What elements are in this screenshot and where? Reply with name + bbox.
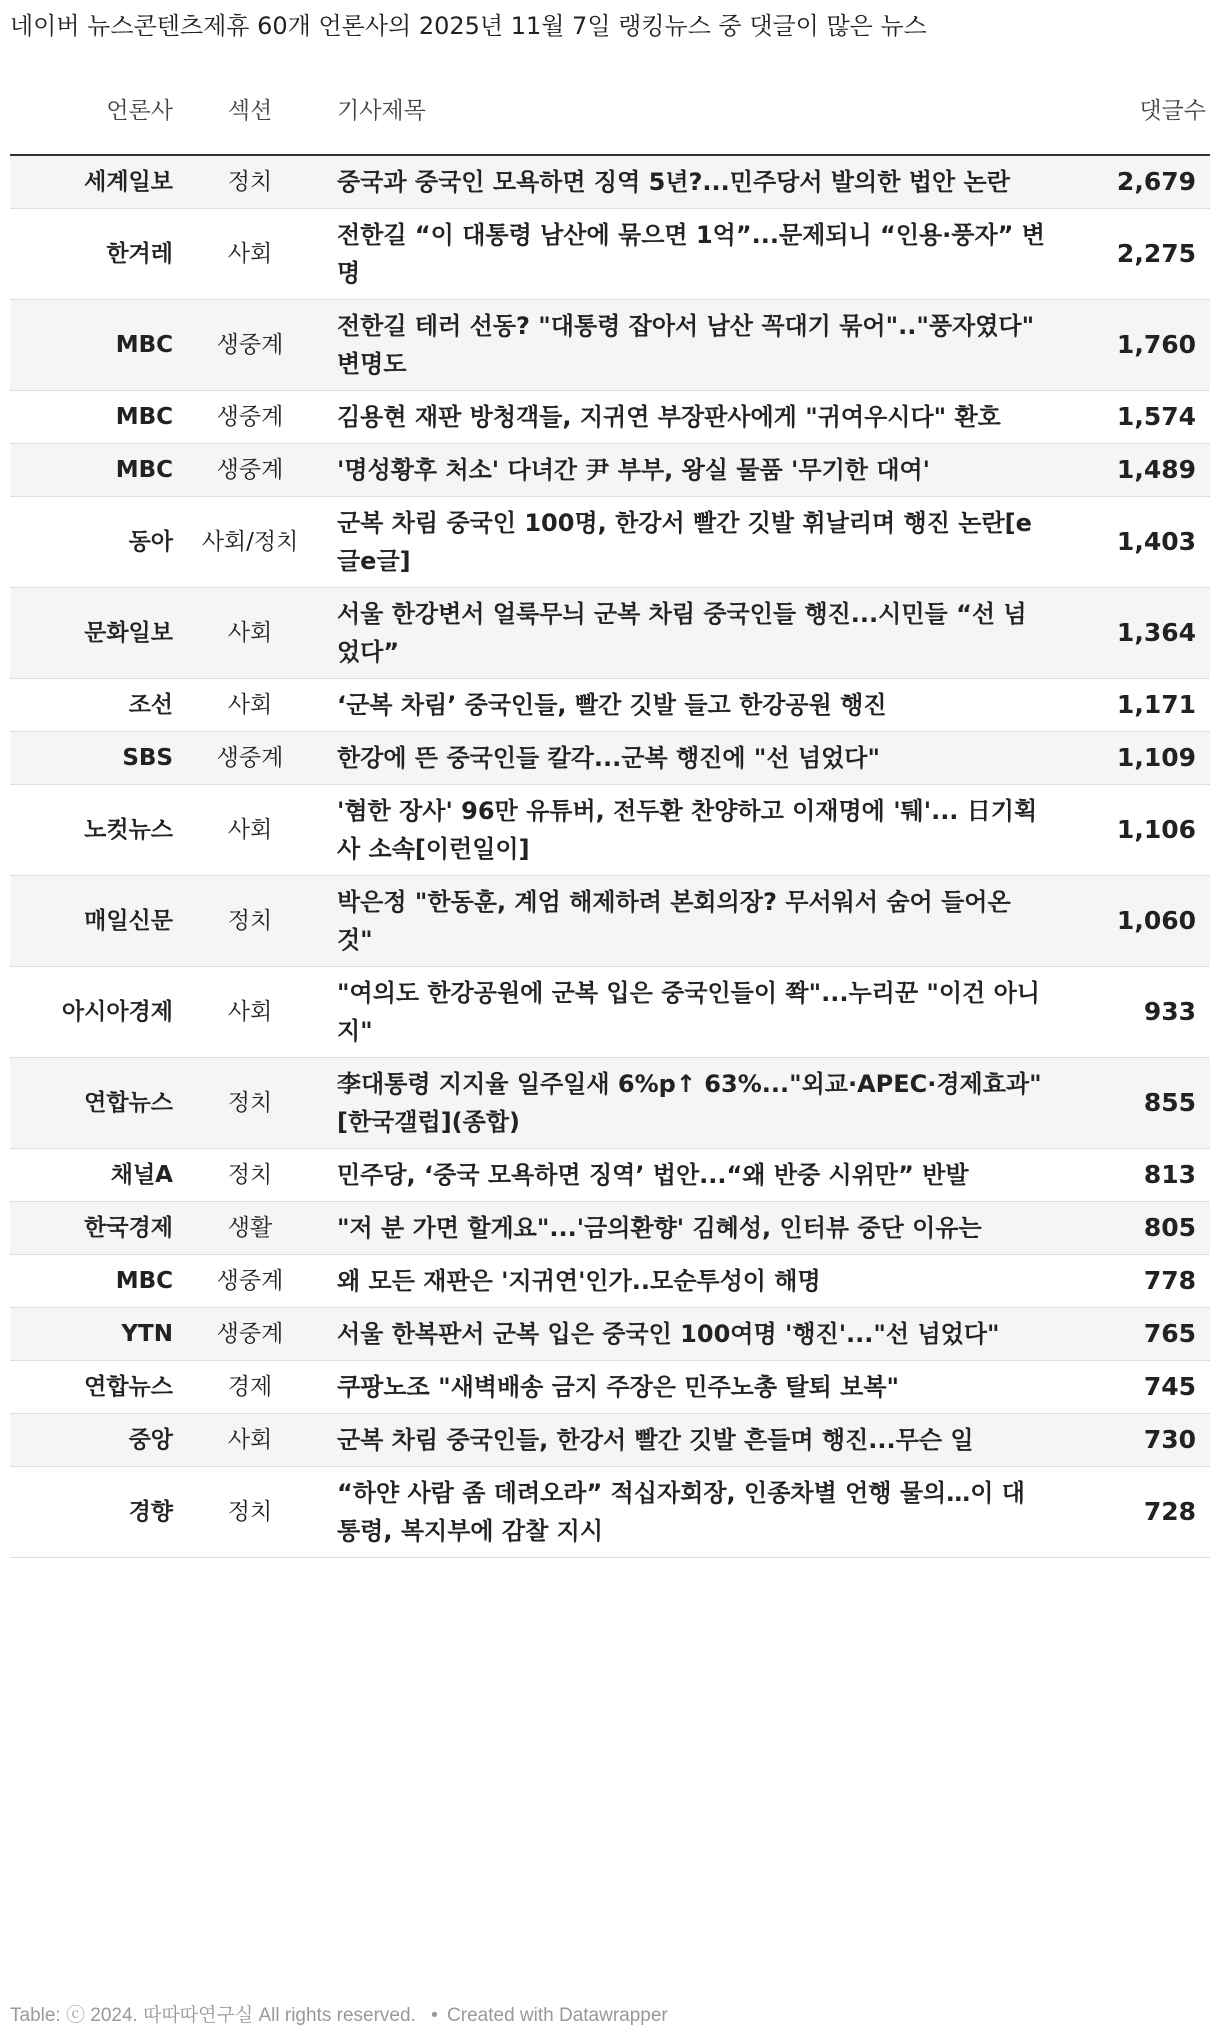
section-cell: 사회 [175, 679, 325, 732]
table-row [10, 1361, 1210, 1414]
title-cell: "저 분 가면 할게요"...'금의환향' 김혜성, 인터뷰 중단 이유는 [325, 1202, 1065, 1255]
section-cell: 사회 [175, 967, 325, 1058]
title-cell: 서울 한강변서 얼룩무늬 군복 차림 중국인들 행진...시민들 “선 넘었다” [325, 588, 1065, 679]
table-body [10, 155, 1210, 1558]
comments-cell: 728 [1065, 1467, 1210, 1558]
comments-cell: 1,489 [1065, 444, 1210, 497]
table-row [10, 785, 1210, 876]
press-cell: 중앙 [10, 1414, 175, 1467]
press-cell: 조선 [10, 679, 175, 732]
table-title: 네이버 뉴스콘텐츠제휴 60개 언론사의 2025년 11월 7일 랭킹뉴스 중 댓글이 많은 뉴스 [10, 12, 927, 40]
comments-cell: 855 [1065, 1058, 1210, 1149]
table-row [10, 1308, 1210, 1361]
title-cell: '혐한 장사' 96만 유튜버, 전두환 찬양하고 이재명에 '퉤'... 日기획사 소속[이런일이] [325, 785, 1065, 876]
comments-cell: 1,106 [1065, 785, 1210, 876]
table-row [10, 732, 1210, 785]
table-row [10, 1202, 1210, 1255]
table-row [10, 497, 1210, 588]
title-cell: 민주당, ‘중국 모욕하면 징역’ 법안...“왜 반중 시위만” 반발 [325, 1149, 1065, 1202]
comments-cell: 778 [1065, 1255, 1210, 1308]
section-cell: 생중계 [175, 732, 325, 785]
header-row [10, 92, 1210, 155]
title-cell: '명성황후 처소' 다녀간 尹 부부, 왕실 물품 '무기한 대여' [325, 444, 1065, 497]
table-row [10, 876, 1210, 967]
press-cell: 연합뉴스 [10, 1361, 175, 1414]
column-header-section[interactable]: 섹션 [175, 92, 325, 155]
section-cell: 정치 [175, 1149, 325, 1202]
column-header-title[interactable]: 기사제목 [325, 92, 1065, 155]
press-cell: 매일신문 [10, 876, 175, 967]
title-cell: 박은정 "한동훈, 계엄 해제하려 본회의장? 무서워서 숨어 들어온 것" [325, 876, 1065, 967]
table-row [10, 1255, 1210, 1308]
press-cell: 문화일보 [10, 588, 175, 679]
section-cell: 생중계 [175, 300, 325, 391]
title-cell: 서울 한복판서 군복 입은 중국인 100여명 '행진'..."선 넘었다" [325, 1308, 1065, 1361]
comments-cell: 745 [1065, 1361, 1210, 1414]
table-row [10, 679, 1210, 732]
section-cell: 사회 [175, 209, 325, 300]
title-cell: 전한길 테러 선동? "대통령 잡아서 남산 꼭대기 묶어".."풍자였다" 변명도 [325, 300, 1065, 391]
footer [10, 2000, 668, 2027]
table-row [10, 391, 1210, 444]
comments-cell: 2,679 [1065, 155, 1210, 209]
table-row [10, 444, 1210, 497]
column-header-comments[interactable]: 댓글수 [1065, 92, 1210, 155]
title-cell: 쿠팡노조 "새벽배송 금지 주장은 민주노총 탈퇴 보복" [325, 1361, 1065, 1414]
table-row [10, 1467, 1210, 1558]
title-cell: 군복 차림 중국인들, 한강서 빨간 깃발 흔들며 행진...무슨 일 [325, 1414, 1065, 1467]
comments-cell: 765 [1065, 1308, 1210, 1361]
title-cell: 왜 모든 재판은 '지귀연'인가..모순투성이 해명 [325, 1255, 1065, 1308]
press-cell: SBS [10, 732, 175, 785]
comments-cell: 813 [1065, 1149, 1210, 1202]
press-cell: 경향 [10, 1467, 175, 1558]
press-cell: 연합뉴스 [10, 1058, 175, 1149]
comments-cell: 730 [1065, 1414, 1210, 1467]
title-cell: 한강에 뜬 중국인들 칼각...군복 행진에 "선 넘었다" [325, 732, 1065, 785]
press-cell: 한겨레 [10, 209, 175, 300]
section-cell: 생중계 [175, 1255, 325, 1308]
section-cell: 사회/정치 [175, 497, 325, 588]
press-cell: 한국경제 [10, 1202, 175, 1255]
press-cell: 세계일보 [10, 155, 175, 209]
title-cell: 김용현 재판 방청객들, 지귀연 부장판사에게 "귀여우시다" 환호 [325, 391, 1065, 444]
title-cell: 李대통령 지지율 일주일새 6%p↑ 63%..."외교·APEC·경제효과"[한국갤럽](종합) [325, 1058, 1065, 1149]
comments-cell: 1,171 [1065, 679, 1210, 732]
section-cell: 사회 [175, 588, 325, 679]
comments-cell: 1,760 [1065, 300, 1210, 391]
title-cell: ‘군복 차림’ 중국인들, 빨간 깃발 들고 한강공원 행진 [325, 679, 1065, 732]
section-cell: 정치 [175, 155, 325, 209]
title-cell: 중국과 중국인 모욕하면 징역 5년?...민주당서 발의한 법안 논란 [325, 155, 1065, 209]
footer-credit-link[interactable]: Created with Datawrapper [447, 2005, 668, 2026]
table-row [10, 1058, 1210, 1149]
comments-cell: 1,403 [1065, 497, 1210, 588]
section-cell: 생활 [175, 1202, 325, 1255]
title-cell: 전한길 “이 대통령 남산에 묶으면 1억”...문제되니 “인용·풍자” 변명 [325, 209, 1065, 300]
press-cell: MBC [10, 1255, 175, 1308]
table-row [10, 1414, 1210, 1467]
comments-cell: 1,109 [1065, 732, 1210, 785]
table-row [10, 967, 1210, 1058]
press-cell: MBC [10, 391, 175, 444]
section-cell: 정치 [175, 876, 325, 967]
footer-copyright: Table: ⓒ 2024. 따따따연구실 All rights reserved. [10, 2005, 416, 2026]
press-cell: 채널A [10, 1149, 175, 1202]
section-cell: 사회 [175, 785, 325, 876]
column-header-press[interactable]: 언론사 [10, 92, 175, 155]
press-cell: MBC [10, 444, 175, 497]
table-header [10, 92, 1210, 155]
press-cell: YTN [10, 1308, 175, 1361]
title-cell: “하얀 사람 좀 데려오라” 적십자회장, 인종차별 언행 물의…이 대통령, 복지부에 감찰 지시 [325, 1467, 1065, 1558]
ranking-table [10, 92, 1210, 1558]
table-row [10, 155, 1210, 209]
section-cell: 정치 [175, 1058, 325, 1149]
section-cell: 경제 [175, 1361, 325, 1414]
title-cell: 군복 차림 중국인 100명, 한강서 빨간 깃발 휘날리며 행진 논란[e글e글] [325, 497, 1065, 588]
press-cell: 노컷뉴스 [10, 785, 175, 876]
section-cell: 생중계 [175, 1308, 325, 1361]
footer-separator: • [431, 2005, 438, 2026]
comments-cell: 805 [1065, 1202, 1210, 1255]
table-row [10, 300, 1210, 391]
section-cell: 생중계 [175, 391, 325, 444]
section-cell: 생중계 [175, 444, 325, 497]
press-cell: 아시아경제 [10, 967, 175, 1058]
press-cell: MBC [10, 300, 175, 391]
section-cell: 정치 [175, 1467, 325, 1558]
section-cell: 사회 [175, 1414, 325, 1467]
table-row [10, 588, 1210, 679]
press-cell: 동아 [10, 497, 175, 588]
comments-cell: 933 [1065, 967, 1210, 1058]
comments-cell: 1,364 [1065, 588, 1210, 679]
comments-cell: 2,275 [1065, 209, 1210, 300]
table-row [10, 1149, 1210, 1202]
comments-cell: 1,574 [1065, 391, 1210, 444]
title-cell: "여의도 한강공원에 군복 입은 중국인들이 쫙"...누리꾼 "이건 아니지" [325, 967, 1065, 1058]
table-row [10, 209, 1210, 300]
comments-cell: 1,060 [1065, 876, 1210, 967]
